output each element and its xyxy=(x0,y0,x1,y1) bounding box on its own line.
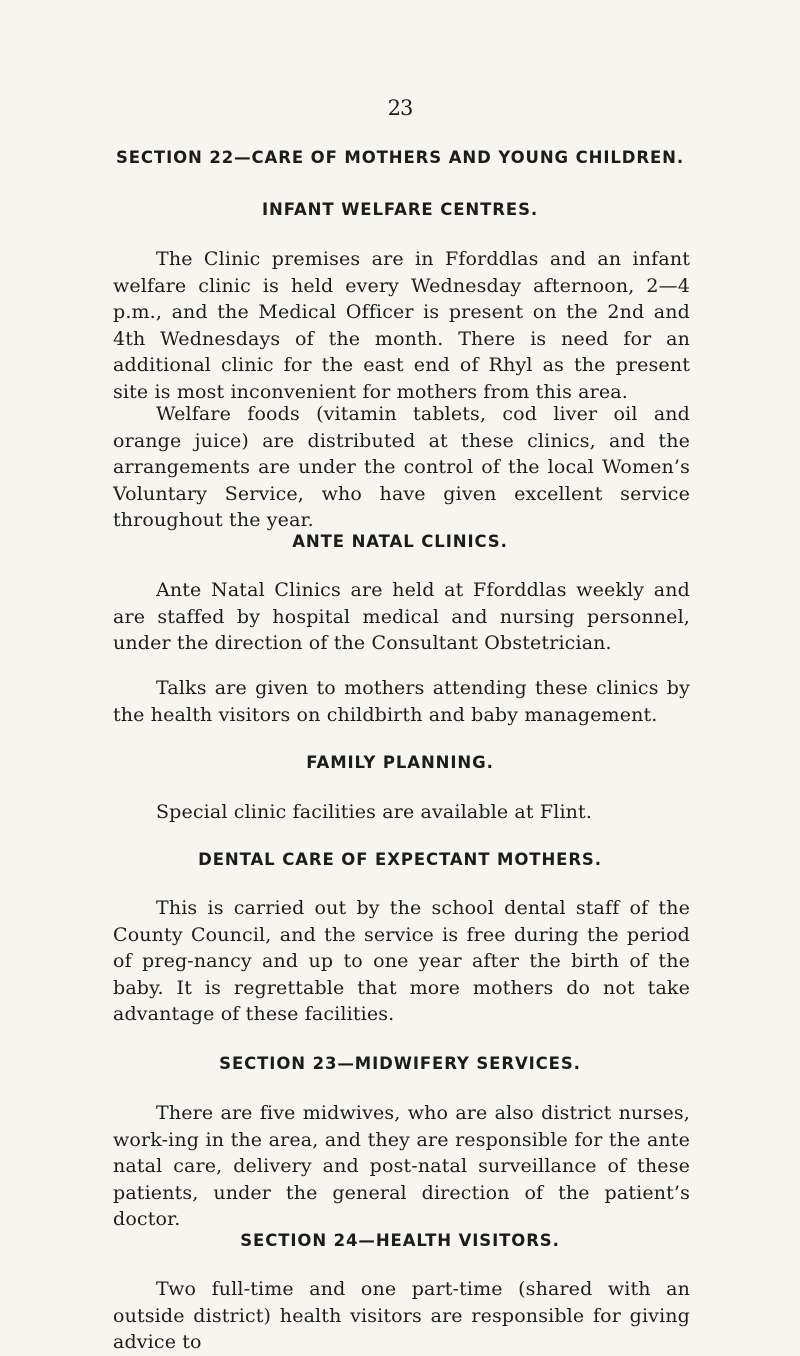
dental-care-paragraph: This is carried out by the school dental staff of the County Council, and the service is free during the period of preg-nancy and up to one year after the birth of the baby. It is regrettable that more mothers do not take advantage of these facilities. xyxy=(113,897,690,1025)
page-number: 23 xyxy=(387,96,413,120)
ante-natal-heading: ANTE NATAL CLINICS. xyxy=(292,532,508,551)
infant-welfare-paragraph-2: Welfare foods (vitamin tablets, cod liver oil and orange juice) are distributed at these clinics, and the arrangements are under the control of the local Women’s Voluntary Service, who have given excellent service throughout the year. xyxy=(113,403,690,531)
family-planning-paragraph: Special clinic facilities are available at Flint. xyxy=(156,801,593,823)
family-planning-heading: FAMILY PLANNING. xyxy=(306,753,494,772)
section-24-heading: SECTION 24—HEALTH VISITORS. xyxy=(240,1231,560,1250)
infant-welfare-paragraph-1: The Clinic premises are in Fforddlas and an infant welfare clinic is held every Wednesday afternoon, 2—4 p.m., and the Medical Officer is present on the 2nd and 4th Wednesdays of the month. There is need for an additional clinic for the east end of Rhyl as the present site is most inconvenient for mothers from this area. xyxy=(113,248,690,403)
dental-care-heading: DENTAL CARE OF EXPECTANT MOTHERS. xyxy=(198,850,602,869)
ante-natal-paragraph-2: Talks are given to mothers attending these clinics by the health visitors on childbirth and baby management. xyxy=(113,677,690,726)
section-23-heading: SECTION 23—MIDWIFERY SERVICES. xyxy=(219,1054,581,1073)
section-22-heading: SECTION 22—CARE OF MOTHERS AND YOUNG CHILDREN. xyxy=(115,148,685,167)
ante-natal-paragraph-1: Ante Natal Clinics are held at Fforddlas weekly and are staffed by hospital medical and nursing personnel, under the direction of the Consultant Obstetrician. xyxy=(113,579,690,654)
infant-welfare-heading: INFANT WELFARE CENTRES. xyxy=(261,200,539,219)
health-visitors-paragraph: Two full-time and one part-time (shared with an outside district) health visitors are responsible for giving advice to xyxy=(113,1278,690,1353)
midwifery-paragraph: There are five midwives, who are also district nurses, work-ing in the area, and they are responsible for the ante natal care, delivery and post-natal surveillance of these patients, under the general direction of the patient’s doctor. xyxy=(113,1102,690,1230)
